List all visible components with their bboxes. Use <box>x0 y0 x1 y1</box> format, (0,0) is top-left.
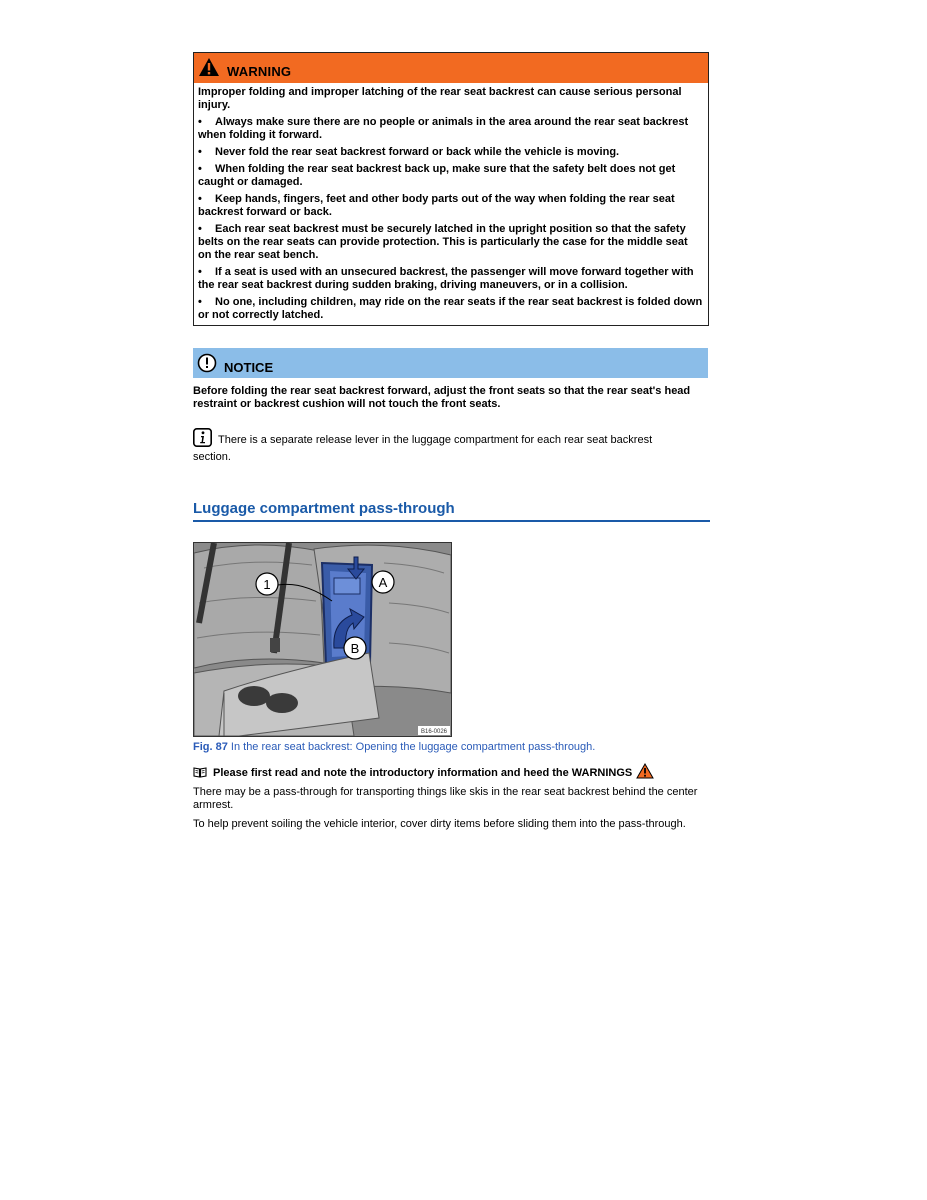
info-note <box>193 428 693 464</box>
figure-caption-text: In the rear seat backrest: Opening the luggage compartment pass-through. <box>230 741 596 753</box>
figure-caption <box>193 741 595 753</box>
svg-text:A: A <box>378 575 388 590</box>
callout-1 <box>256 573 278 595</box>
exclamation-circle-icon <box>197 353 217 378</box>
warning-bullet: • Each rear seat backrest must be securely latched in the upright position so that the safety belts on the rear seats can provide protection. This is particularly the case for the middle seat on the rear seat bench. <box>198 223 688 261</box>
figure-label: Fig. 87 <box>193 741 228 753</box>
paragraph: There may be a pass-through for transporting things like skis in the rear seat backrest behind the center armrest. <box>193 786 698 811</box>
callout-b <box>344 637 366 659</box>
warning-bullet: • No one, including children, may ride on the rear seats if the rear seat backrest is folded down or not correctly latched. <box>198 296 703 321</box>
notice-title: NOTICE <box>224 360 274 375</box>
notice-header <box>193 348 708 378</box>
section-heading: Luggage compartment pass-through <box>193 500 710 522</box>
warning-box <box>193 52 709 326</box>
warning-intro: Improper folding and improper latching of the rear seat backrest can cause serious personal injury. <box>198 86 682 111</box>
info-note-text: There is a separate release lever in the luggage compartment for each rear seat backrest section. <box>193 434 653 463</box>
rear-seat-illustration <box>194 543 451 736</box>
warning-bullet: • When folding the rear seat backrest back up, make sure that the safety belt does not get caught or damaged. <box>198 163 676 188</box>
info-icon <box>193 428 212 451</box>
warning-bullet: • If a seat is used with an unsecured backrest, the passenger will move forward together with the rear seat backrest during sudden braking, driving maneuvers, or in a collision. <box>198 266 694 291</box>
warning-bullet: • Always make sure there are no people or animals in the area around the rear seat backrest when folding it forward. <box>198 116 689 141</box>
book-icon <box>193 767 207 781</box>
figure-code: B16-0026 <box>420 729 448 735</box>
warning-triangle-icon[interactable] <box>636 763 654 782</box>
figure-rear-seat-pass-through <box>193 542 452 737</box>
warning-triangle-icon <box>198 57 220 82</box>
warning-header <box>194 53 708 83</box>
notice-text: Before folding the rear seat backrest forward, adjust the front seats so that the rear seat's head restraint or backrest cushion will not touch the front seats. <box>193 385 691 410</box>
warning-bullet: • Never fold the rear seat backrest forward or back while the vehicle is moving. <box>198 146 620 158</box>
read-first-text: Please first read and note the introductory information and heed the WARNINGS <box>213 767 633 779</box>
paragraph: To help prevent soiling the vehicle interior, cover dirty items before sliding them into the pass-through. <box>193 818 686 830</box>
warning-bullet: • Keep hands, fingers, feet and other body parts out of the way when folding the rear seat backrest forward or back. <box>198 193 675 218</box>
warning-title: WARNING <box>227 64 292 79</box>
read-first-note <box>193 763 654 782</box>
callout-a <box>372 571 394 593</box>
svg-text:1: 1 <box>263 577 271 592</box>
warning-body <box>194 83 708 322</box>
svg-text:B: B <box>350 641 360 656</box>
